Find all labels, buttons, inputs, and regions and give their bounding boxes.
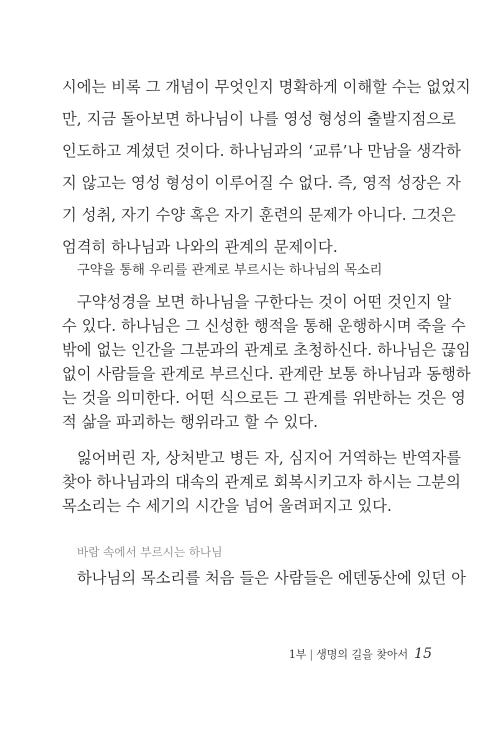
body-text-line: 기 성취, 자기 수양 혹은 자기 훈련의 문제가 아니다. 그것은 xyxy=(62,206,456,224)
body-text-line: 지 않고는 영성 형성이 이루어질 수 없다. 즉, 영적 성장은 자 xyxy=(62,174,461,192)
body-text-line: 엄격히 하나님과 나와의 관계의 문제이다. xyxy=(62,238,338,256)
body-text-line: 목소리는 수 세기의 시간을 넘어 울려퍼지고 있다. xyxy=(62,497,392,515)
page-number: 15 xyxy=(414,646,432,662)
body-text-line: 없이 사람들을 관계로 부르신다. 관계란 보통 하나님과 동행하 xyxy=(62,365,471,383)
body-text-line: 구약성경을 보면 하나님을 구한다는 것이 어떤 것인지 알 xyxy=(77,293,452,311)
body-text-line: 잃어버린 자, 상처받고 병든 자, 심지어 거역하는 반역자를 xyxy=(77,449,462,467)
body-text-line: 적 삶을 파괴하는 행위라고 할 수 있다. xyxy=(62,413,319,431)
body-text-line: 수 있다. 하나님은 그 신성한 행적을 통해 운행하시며 죽을 수 xyxy=(62,317,466,335)
section-heading: 구약을 통해 우리를 관계로 부르시는 하나님의 목소리 xyxy=(77,263,383,278)
body-text-line: 하나님의 목소리를 처음 들은 사람들은 에덴동산에 있던 아 xyxy=(77,569,467,587)
body-text-line: 만, 지금 돌아보면 하나님이 나를 영성 형성의 출발지점으로 xyxy=(62,110,456,128)
footer-separator: | xyxy=(309,648,314,661)
body-text-line: 는 것을 의미한다. 어떤 식으로든 그 관계를 위반하는 것은 영 xyxy=(62,389,466,407)
footer-part: 1부 xyxy=(288,648,307,661)
sub-heading: 바람 속에서 부르시는 하나님 xyxy=(77,545,223,559)
body-text-line: 찾아 하나님과의 대속의 관계로 회복시키고자 하시는 그분의 xyxy=(62,473,461,491)
body-text-line: 밖에 없는 인간을 그분과의 관계로 초청하신다. 하나님은 끊임 xyxy=(62,341,471,359)
body-text-line: 인도하고 계셨던 것이다. 하나님과의 ‘교류’나 만남을 생각하 xyxy=(62,142,461,160)
body-text-line: 시에는 비록 그 개념이 무엇인지 명확하게 이해할 수는 없었지 xyxy=(62,78,471,96)
footer-chapter-title: 생명의 길을 찾아서 xyxy=(316,648,409,661)
page-footer xyxy=(289,646,432,663)
